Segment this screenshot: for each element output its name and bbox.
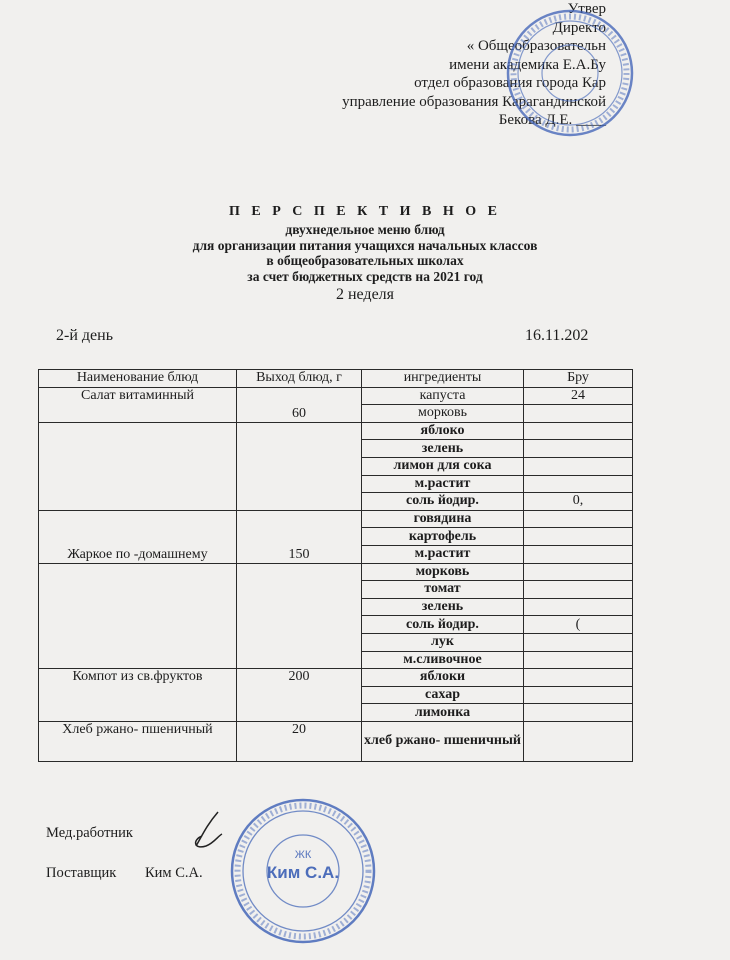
approval-line: Директо (552, 19, 606, 36)
week-label: 2 неделя (335, 286, 395, 303)
med-worker-label: Мед.работник (46, 825, 133, 841)
approval-line: управление образования Карагандинской (342, 93, 606, 110)
brutto-cell: 0, (524, 493, 633, 511)
dish-yield-empty (237, 422, 362, 510)
dish-name-empty (39, 563, 237, 669)
ingredient-cell: капуста (362, 387, 524, 405)
brutto-cell (524, 457, 633, 475)
header-dish: Наименование блюд (39, 370, 237, 388)
ingredient-cell: говядина (362, 510, 524, 528)
brutto-cell (524, 475, 633, 493)
table-row (39, 387, 633, 405)
dish-name: Салат витаминный (39, 387, 237, 422)
dish-yield: 20 (237, 721, 362, 761)
date-label: 16.11.202 (525, 327, 589, 344)
ingredient-cell: лимонка (362, 704, 524, 722)
supplier-stamp-icon (228, 796, 378, 946)
table-row (39, 563, 633, 581)
ingredient-cell: лимон для сока (362, 457, 524, 475)
brutto-cell (524, 510, 633, 528)
brutto-cell: ( (524, 616, 633, 634)
ingredient-cell: зелень (362, 440, 524, 458)
brutto-cell (524, 721, 633, 761)
dish-yield: 200 (237, 669, 362, 722)
ingredient-cell: соль йодир. (362, 493, 524, 511)
brutto-cell (524, 563, 633, 581)
ingredient-cell: хлеб ржано- пшеничный (362, 721, 524, 761)
subtitle-line: двухнедельное меню блюд (285, 222, 445, 237)
ingredient-cell: соль йодир. (362, 616, 524, 634)
brutto-cell (524, 704, 633, 722)
subtitle-line: в общеобразовательных школах (266, 253, 464, 268)
header-brutto: Бру (524, 370, 633, 388)
school-stamp-icon (505, 8, 635, 138)
table-row (39, 669, 633, 687)
subtitle-line: за счет бюджетных средств на 2021 год (247, 268, 483, 284)
dish-name: Жаркое по -домашнему (39, 510, 237, 563)
document-title-block (0, 204, 730, 304)
brutto-cell (524, 405, 633, 423)
supplier-name: Ким С.А. (145, 865, 203, 881)
brutto-cell: 24 (524, 387, 633, 405)
brutto-cell (524, 422, 633, 440)
dish-name: Хлеб ржано- пшеничный (39, 721, 237, 761)
ingredient-cell: картофель (362, 528, 524, 546)
brutto-cell (524, 581, 633, 599)
subtitle-line: для организации питания учащихся начальных классов (192, 237, 538, 253)
dish-yield: 60 (237, 387, 362, 422)
brutto-cell (524, 669, 633, 687)
approval-line: Бекова Д.Е. ____ (498, 112, 606, 128)
dish-name-empty (39, 422, 237, 510)
brutto-cell (524, 651, 633, 669)
menu-table (38, 369, 633, 762)
ingredient-cell: яблоко (362, 422, 524, 440)
approval-line: Утвер (567, 1, 606, 17)
brutto-cell (524, 545, 633, 563)
document-title: П Е Р С П Е К Т И В Н О Е (229, 204, 501, 219)
stamp-center-text: Ким С.А. (266, 863, 340, 882)
dish-yield: 150 (237, 510, 362, 563)
dish-name: Компот из св.фруктов (39, 669, 237, 722)
approval-line: отдел образования города Кар (414, 75, 606, 91)
day-label: 2-й день (56, 327, 113, 344)
header-ingredients: ингредиенты (362, 370, 524, 388)
brutto-cell (524, 686, 633, 704)
supplier-label: Поставщик (46, 865, 117, 881)
ingredient-cell: м.растит (362, 545, 524, 563)
ingredient-cell: лук (362, 633, 524, 651)
header-yield: Выход блюд, г (237, 370, 362, 388)
ingredient-cell: м.растит (362, 475, 524, 493)
stamp-top-text: ЖК (294, 849, 312, 861)
table-row (39, 422, 633, 440)
ingredient-cell: сахар (362, 686, 524, 704)
brutto-cell (524, 528, 633, 546)
approval-line: « Общеобразовательн (466, 38, 606, 54)
ingredient-cell: томат (362, 581, 524, 599)
ingredient-cell: зелень (362, 598, 524, 616)
dish-yield-empty (237, 563, 362, 669)
ingredient-cell: морковь (362, 405, 524, 423)
brutto-cell (524, 598, 633, 616)
table-row (39, 510, 633, 528)
table-header-row (39, 370, 633, 388)
approval-line: имени академика Е.А.Бу (449, 56, 606, 73)
ingredient-cell: яблоки (362, 669, 524, 687)
ingredient-cell: морковь (362, 563, 524, 581)
brutto-cell (524, 633, 633, 651)
table-row (39, 721, 633, 761)
signature-icon (188, 806, 228, 854)
ingredient-cell: м.сливочное (362, 651, 524, 669)
brutto-cell (524, 440, 633, 458)
